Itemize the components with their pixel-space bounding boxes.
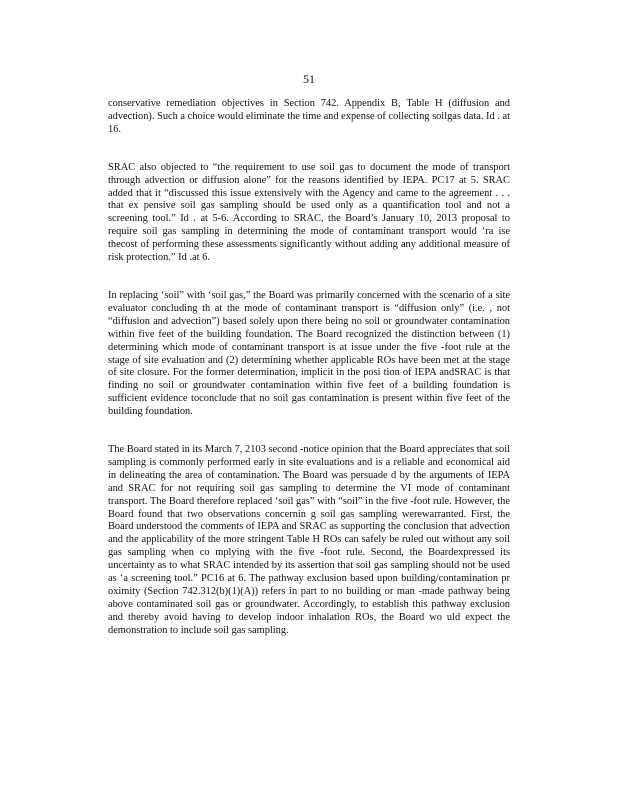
paragraph-1: conservative remediation objectives in Section 742. Appendix B, Table H (diffusion and advection). Such a choice would eliminate the time and expense of collecting soilgas data. Id . at 16. <box>108 98 510 135</box>
paragraph-3: In replacing ‘soil” with ‘soil gas,” the Board was primarily concerned with the scenario of a site evaluator concluding th at the mode of contaminant transport is “diffusion only” (i.e. , not “diffusion and advection”) based solely upon there being no soil or groundwater contamination within five feet of the building foundation. The Board recognized the distinction between (1) determining which mode of contaminant transport is at issue under the five -foot rule at the stage of site evaluation and (2) determining whether applicable ROs have been met at the stage of site closure. For the former determination, implicit in the posi tion of IEPA andSRAC is that finding no soil or groundwater contamination within five feet of a building foundation is sufficient evidence toconclude that no soil gas contamination is present within five feet of the building foundation. <box>108 289 510 418</box>
paragraph-4: The Board stated in its March 7, 2103 second -notice opinion that the Board appreciates that soil sampling is commonly performed early in site evaluations and is a reliable and economical aid in delineating the area of contamination. The Board was persuade d by the arguments of IEPA and SRAC for not requiring soil gas sampling to determine the VI mode of contaminant transport. The Board therefore replaced ‘soil gas” with “soil” in the five -foot rule. However, the Board found that two observations concernin g soil gas sampling werewarranted. First, the Board understood the comments of IEPA and SRAC as supporting the conclusion that advection and the applicability of the more stringent Table H ROs can safely be ruled out without any soil gas sampling when co mplying with the five -foot rule. Second, the Boardexpressed its uncertainty as to what SRAC intended by its assertion that soil gas sampling should not be used as ‘a screening tool.” PC16 at 6. The pathway exclusion based upon building/contamination pr oximity (Section 742.312(b)(1)(A)) refers in part to no building or man -made pathway being above contaminated soil gas or groundwater. Accordingly, to establish this pathway exclusion and thereby avoid having to develop indoor inhalation ROs, the Board wo uld expect the demonstration to include soil gas sampling. <box>108 444 510 636</box>
body-text <box>108 98 510 638</box>
paragraph-2: SRAC also objected to “the requirement to use soil gas to document the mode of transport through advection or diffusion alone” for the reasons identified by IEPA. PC17 at 5. SRAC added that it “discussed this issue extensively with the Agency and came to the agreement . . . that ex pensive soil gas sampling should be used only as a quantification tool and not a screening tool.” Id . at 5-6. According to SRAC, the Board’s January 10, 2013 proposal to require soil gas sampling in determining the mode of contaminant transport would ‘ra ise thecost of performing these assessments significantly without adding any additional measure of risk protection.” Id .at 6. <box>108 161 510 264</box>
page-number: 51 <box>303 72 315 86</box>
